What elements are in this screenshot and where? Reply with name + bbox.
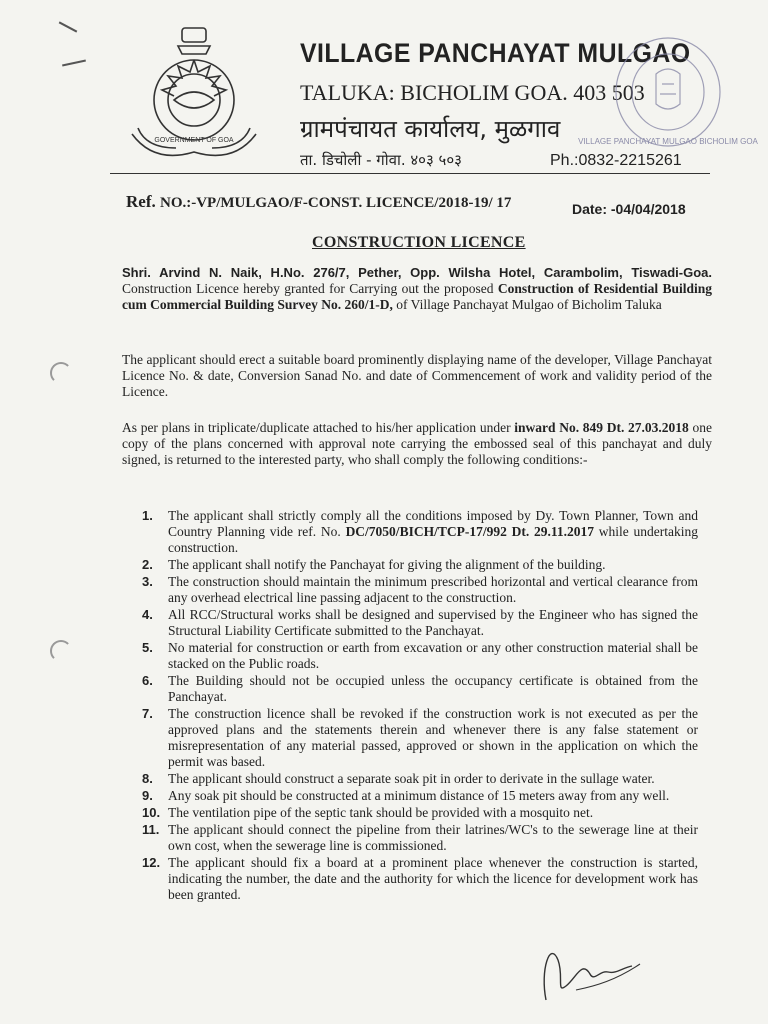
condition-number: 8. [142,771,153,786]
condition-text: The applicant should connect the pipeline from their latrines/WC's to the sewerage line at their own cost, when the sewerage line is commissioned. [168,822,698,853]
seal-lettering: VILLAGE PANCHAYAT MULGAO BICHOLIM GOA [578,137,758,146]
construction-description: Construction of Residential Building cum Commercial Building Survey No. 260/1-D, [122,281,713,312]
condition-number: 5. [142,640,153,655]
condition-reference: DC/7050/BICH/TCP-17/992 Dt. 29.11.2017 [345,524,594,539]
condition-item [142,706,698,770]
phone-number: Ph.:0832-2215261 [550,152,682,169]
punch-hole-icon [50,640,72,662]
condition-number: 11. [142,822,160,837]
condition-item [142,673,698,705]
marathi-office-name: ग्रामपंचायत कार्यालय, मुळगाव [300,115,561,143]
panchayat-seal-icon [578,34,758,150]
condition-text: The ventilation pipe of the septic tank should be provided with a mosquito net. [168,805,594,820]
signature-icon [536,930,646,1010]
paragraph-applicant [122,265,712,313]
condition-text: The applicant shall notify the Panchayat for giving the alignment of the building. [168,557,606,572]
condition-number: 4. [142,607,153,622]
condition-text: while undertaking construction. [168,524,698,555]
condition-text: The construction licence shall be revoked if the construction work is not executed as per the approved plans and the statements therein and whenever there is any false statement or misrepresentation of any material passed, approved or shown in the application on which the permit was based. [168,706,698,769]
ref-value: NO.:-VP/MULGAO/F-CONST. LICENCE/2018-19/ 17 [159,195,512,211]
conditions-list [142,508,698,904]
applicant-details: Shri. Arvind N. Naik, H.No. 276/7, Pether, Opp. Wilsha Hotel, Carambolim, Tiswadi-Goa. [122,265,712,280]
margin-scratch [59,21,78,32]
condition-text: The applicant shall strictly comply all the conditions imposed by Dy. Town Planner, Town and Country Planning vide ref. No. [168,508,698,539]
condition-item [142,788,698,804]
marathi-address: ता. डिचोली - गोवा. ४०३ ५०३ [300,151,462,169]
condition-number: 9. [142,788,153,803]
condition-item [142,640,698,672]
condition-item [142,508,698,556]
reference-number [126,192,511,212]
panchayat-title: VILLAGE PANCHAYAT MULGAO [300,38,691,68]
goa-emblem-icon [124,24,264,174]
condition-text: The construction should maintain the minimum prescribed horizontal and vertical clearance from any overhead electrical line passing adjacent to the construction. [168,574,698,605]
condition-item [142,557,698,573]
condition-item [142,771,698,787]
condition-item [142,574,698,606]
paragraph-plans [122,420,712,468]
condition-number: 2. [142,557,153,572]
paragraph-board: The applicant should erect a suitable board prominently displaying name of the developer, Village Panchayat Licence No. & date, Conversion Sanad No. and date of Commencement of work and validity period of the Licence. [122,352,712,399]
condition-number: 7. [142,706,153,721]
paragraph-text: Construction Licence hereby granted for Carrying out the proposed [122,281,498,296]
inward-number: inward No. 849 Dt. 27.03.2018 [514,420,689,435]
margin-scratch [62,60,86,67]
condition-text: The applicant should fix a board at a prominent place whenever the construction is started, indicating the number, the date and the authority for which the licence for development work has been granted. [168,855,698,902]
condition-text: All RCC/Structural works shall be designed and supervised by the Engineer who has signed the Structural Liability Certificate submitted to the Panchayat. [168,607,698,638]
condition-text: The Building should not be occupied unless the occupancy certificate is obtained from the Panchayat. [168,673,698,704]
paragraph-text: As per plans in triplicate/duplicate attached to his/her application under [122,420,515,435]
condition-item [142,805,698,821]
header-divider [110,173,710,174]
licence-date: Date: -04/04/2018 [572,201,686,217]
condition-item [142,607,698,639]
taluka-address: TALUKA: BICHOLIM GOA. 403 503 [300,80,645,105]
emblem-lettering: GOVERNMENT OF GOA [154,137,234,144]
condition-item [142,822,698,854]
condition-text: The applicant should construct a separate soak pit in order to derivate in the sullage water. [168,771,655,786]
condition-text: No material for construction or earth from excavation or any other construction material shall be stacked on the Public roads. [168,640,698,671]
condition-item [142,855,698,903]
condition-number: 12. [142,855,161,870]
document-title: CONSTRUCTION LICENCE [312,234,526,251]
punch-hole-icon [50,362,72,384]
condition-number: 1. [142,508,153,523]
paragraph-text: one copy of the plans concerned with approval note carrying the embossed seal of this panchayat and duly signed, is returned to the interested party, who shall comply the following conditions:- [122,420,712,467]
condition-number: 3. [142,574,153,589]
condition-number: 10. [142,805,161,820]
paragraph-text: of Village Panchayat Mulgao of Bicholim Taluka [392,297,662,312]
ref-prefix: Ref. [126,192,160,211]
condition-number: 6. [142,673,153,688]
condition-text: Any soak pit should be constructed at a minimum distance of 15 meters away from any well. [168,788,670,803]
